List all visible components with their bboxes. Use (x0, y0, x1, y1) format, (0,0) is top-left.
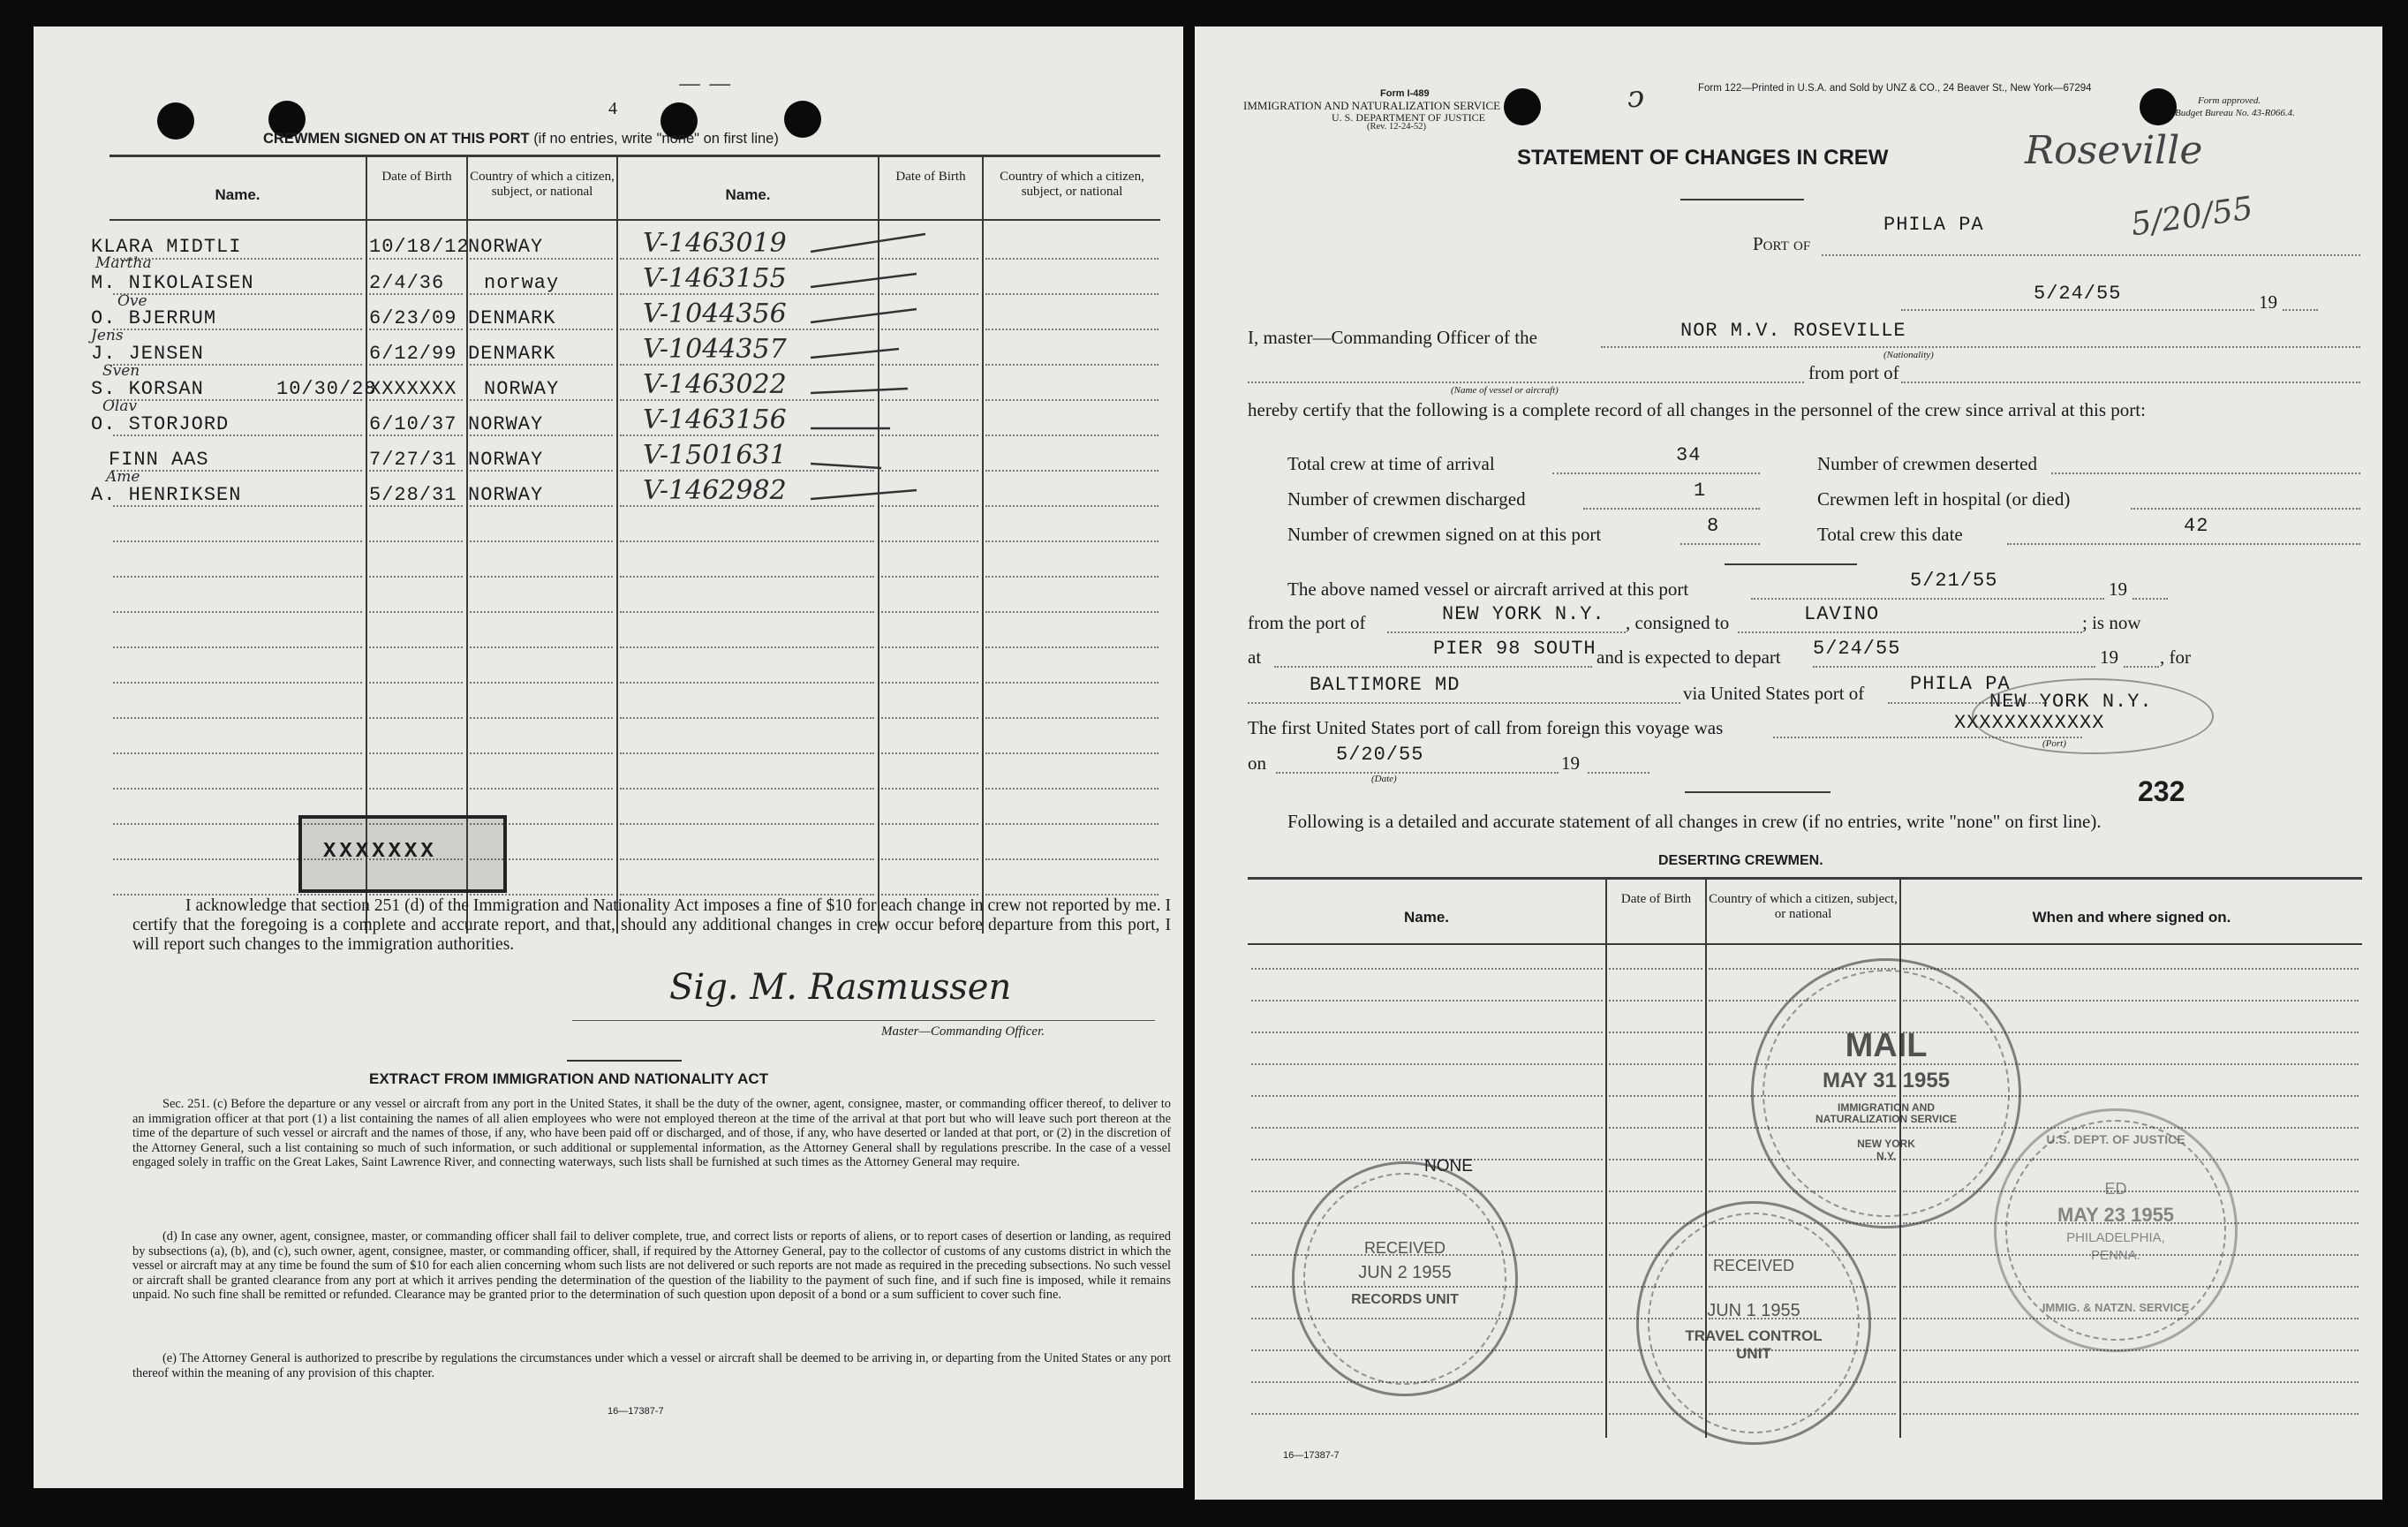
column-header-country-2: Country of which a citizen, subject, or national (1000, 170, 1144, 199)
row-rule (113, 752, 362, 754)
row-rule (620, 576, 874, 578)
row-rule (985, 611, 1159, 613)
crew-country: NORWAY (468, 236, 544, 258)
row-rule (620, 682, 874, 684)
handwritten-date: 5/20/55 (2128, 190, 2255, 244)
row-rule (620, 823, 874, 825)
agency-line: IMMIGRATION AND NATURALIZATION SERVICE (1243, 99, 1501, 112)
row-rule (881, 894, 978, 896)
row-rule (369, 717, 463, 719)
row-rule (470, 788, 613, 790)
row-rule (113, 646, 362, 648)
form-number: Form I-489 (1380, 88, 1430, 99)
row-rule (1609, 1063, 1702, 1065)
row-rule (113, 682, 362, 684)
row-rule (620, 646, 874, 648)
crew-name: O. STORJORD (91, 413, 230, 435)
row-rule (620, 788, 874, 790)
row-rule (985, 470, 1159, 472)
row-rule (985, 399, 1159, 401)
discharged-value: 1 (1694, 480, 1707, 502)
row-rule (1609, 1095, 1702, 1097)
left-page: — — 4 CREWMEN SIGNED ON AT THIS PORT (if no entries, write "none" on first line) Name. Date of Birth Country of which a citizen, subject, or national Name. Date of Birth Country of which a citizen, subject, or national KLARA MIDTLI 10/18/12 NORWAY M. NIKOLAISEN 2/4/36 norway O. BJERRUM 6/23/09 DENMARK J. JENSEN 6/12/99 DENMARK S. KORSAN 10/30/28 XXXXXXX NORWAY O. STORJORD 6/10/37 NORWAY FINN AAS 7/27/31 NORWAY A. HENRIKSEN 5/28/31 NORWAY V-1463019 V-1463155 V-1044356 V-1044357 V-1463022 V-1463156 V-1501631 V-1462982 Martha Ove Jens Sven Olav Ame XXXXXXX I acknowledge that section 251 (d) of the Immigration and Nationality Act imposes a fine of $10 for each change in crew not reported by me. I certify that the foregoing is a complete and accurate report, and that, should any additional changes in crew occur before departure from this port, I will report such changes to the immigration authorities. Sig. M. Rasmussen Master—Commanding Officer. EXTRACT FROM IMMIGRATION AND NATIONALITY ACT Sec. 251. (c) Before the departure or any vessel or aircraft from any port in the United States, it shall be the duty of the owner, agent, consignee, master, or commanding officer thereof, to deliver to an immigration officer at that port (1) a list containing the names of all alien employees who were not employed thereon at the time of the arrival at that port but who will leave such port thereon at the time of the departure of such vessel or aircraft and the names of those, if any, who have been paid off or discharged, and of those, if any, who have deserted or landed at that port, or (2) in the discretion of the Attorney General, such a list containing so much of such information, or such additional or supplemental information, as the Attorney General shall by regulations prescribe. In the case of a vessel engaged solely in traffic on the Great Lakes, Saint Lawrence River, and connecting waterways, such lists shall be furnished at such times as the Attorney General may require. (d) In case any owner, agent, consignee, master, or commanding officer shall fail to deliver complete, true, and correct lists or reports of aliens, or to report cases of desertion or landing, as required by subsections (a), (b), and (c), such owner, agent, consignee, master, or commanding officer, shall, if required by the Attorney General, pay to the collector of customs of any customs district in which the vessel or aircraft may at any time be found the sum of $10 for each alien concerning whom such lists are not delivered or such reports are not made as required in the preceding subsections. No such vessel or aircraft shall be granted clearance from any port at which it arrives pending the determination of the question of the liability to the payment of such fine, and if such fine is imposed, while it remains unpaid. No such fine shall be remitted or refunded. Clearance may be granted prior to the determination of such question upon deposit of a bond or a sum sufficient to cover such fine. (e) The Attorney General is authorized to prescribe by regulations the circumstances under which a vessel or aircraft shall be deemed to be arriving in, or departing from the United States or any port thereof within the meaning of any provision of this chapter. 16—17387-7 (34, 26, 1183, 1488)
visa-number: V-1463155 (643, 263, 787, 294)
row-rule (1251, 1032, 1603, 1033)
visa-bracket-strokes (793, 225, 934, 517)
column-header-name-2: Name. (725, 186, 771, 203)
punch-hole (2140, 88, 2177, 125)
row-rule (985, 894, 1159, 896)
punch-hole (784, 101, 821, 138)
row-rule (881, 540, 978, 542)
row-rule (369, 611, 463, 613)
following-text: Following is a detailed and accurate statement of all changes in crew (if no entries, write "none" on first line). (1287, 811, 2102, 832)
crew-country: NORWAY (468, 484, 544, 506)
depart-value: 5/24/55 (1813, 638, 1901, 660)
punch-hole (157, 102, 194, 140)
column-header-dob-2: Date of Birth (895, 170, 966, 184)
row-rule (1609, 968, 1702, 970)
row-rule (1251, 968, 1603, 970)
row-rule (470, 894, 613, 896)
table-header-rule (109, 219, 1160, 221)
for-value: BALTIMORE MD (1310, 674, 1461, 696)
row-rule (620, 540, 874, 542)
crew-country: NORWAY (468, 449, 544, 471)
acknowledgment-text: I acknowledge that section 251 (d) of the Immigration and Nationality Act imposes a fine of $10 for each change in crew not reported by me. I certify that the foregoing is a complete and accurate report, and that, should any additional changes in crew occur before departure from this port, I will report such changes to the immigration authorities. (132, 896, 1171, 954)
name-annotation: Olav (102, 397, 138, 415)
extract-title: EXTRACT FROM IMMIGRATION AND NATIONALITY ACT (369, 1070, 769, 1087)
row-rule (113, 894, 362, 896)
row-rule (881, 752, 978, 754)
row-rule (113, 540, 362, 542)
row-rule (470, 717, 613, 719)
form-footer: 16—17387-7 (1283, 1450, 1340, 1461)
row-rule (620, 611, 874, 613)
arrived-value: 5/21/55 (1910, 570, 1998, 592)
box-stamp: XXXXXXX (298, 815, 507, 893)
approval-line: Form approved. (2198, 95, 2261, 106)
row-rule (1609, 1127, 1702, 1129)
crew-dob: 6/10/37 (369, 413, 457, 435)
column-header-dob: Date of Birth (381, 170, 452, 184)
row-rule (985, 258, 1159, 260)
row-rule (881, 858, 978, 860)
name-annotation: Jens (91, 327, 124, 344)
row-rule (985, 505, 1159, 507)
visa-number: V-1463156 (643, 404, 787, 435)
row-rule (369, 682, 463, 684)
row-rule (985, 717, 1159, 719)
row-rule (881, 788, 978, 790)
row-rule (985, 576, 1159, 578)
row-rule (470, 611, 613, 613)
none-entry: NONE (1424, 1157, 1473, 1175)
crew-dob: 6/23/09 (369, 307, 457, 329)
crew-name: S. KORSAN (91, 378, 204, 400)
row-rule (113, 576, 362, 578)
name-annotation: Ove (117, 292, 147, 310)
row-rule (1903, 1413, 2359, 1415)
row-rule (881, 611, 978, 613)
master-label: I, master—Commanding Officer of the (1248, 327, 1537, 348)
row-rule (881, 646, 978, 648)
row-rule (1903, 968, 2359, 970)
struck-text: XXXXXXXXXXXX (1954, 712, 2105, 734)
row-rule (1251, 1063, 1603, 1065)
row-rule (113, 611, 362, 613)
row-rule (985, 823, 1159, 825)
approval-line: Budget Bureau No. 43-R066.4. (2175, 108, 2295, 118)
visa-number: V-1501631 (643, 440, 787, 471)
row-rule (985, 788, 1159, 790)
row-rule (620, 752, 874, 754)
crew-name: A. HENRIKSEN (91, 484, 242, 506)
table-top-rule (109, 155, 1160, 157)
row-rule (1251, 1127, 1603, 1129)
row-rule (985, 329, 1159, 330)
row-rule (470, 682, 613, 684)
travel-control-stamp: RECEIVED JUN 1 1955 TRAVEL CONTROL UNIT (1636, 1201, 1871, 1445)
row-rule (1609, 1032, 1702, 1033)
port-of-label: Port of (1753, 233, 1811, 254)
column-header-name: Name. (215, 186, 260, 203)
row-rule (881, 682, 978, 684)
handwritten-vessel: Roseville (2025, 128, 2203, 173)
row-rule (985, 682, 1159, 684)
crew-dob: 10/18/12 (369, 236, 470, 258)
printer-line: Form 122—Printed in U.S.A. and Sold by UNZ & CO., 24 Beaver St., New York—67294 (1698, 83, 2092, 94)
signed-on-value: 8 (1707, 515, 1720, 537)
row-rule (985, 540, 1159, 542)
column-header-when-where: When and where signed on. (2032, 909, 2231, 926)
form-title: STATEMENT OF CHANGES IN CREW (1517, 146, 1889, 170)
total-date-value: 42 (2184, 515, 2209, 537)
certify-text: hereby certify that the following is a complete record of all changes in the personnel of the crew since arrival at this port: (1248, 399, 2146, 420)
row-rule (470, 258, 613, 260)
crew-name: KLARA MIDTLI (91, 236, 242, 258)
records-unit-stamp: RECEIVED JUN 2 1955 RECORDS UNIT (1292, 1161, 1518, 1396)
master-signature: Sig. M. Rasmussen (669, 967, 1012, 1008)
deserting-title: DESERTING CREWMEN. (1658, 853, 1823, 868)
row-rule (369, 540, 463, 542)
crew-dob: 10/30/28 (276, 378, 377, 400)
crew-country: DENMARK (468, 307, 556, 329)
visa-number: V-1044356 (643, 299, 787, 329)
row-rule (369, 894, 463, 896)
row-rule (1903, 1381, 2359, 1383)
column-header-country: Country of which a citizen, subject, or national (1709, 892, 1898, 921)
on-value: 5/20/55 (1336, 744, 1424, 766)
crew-country: NORWAY (484, 378, 560, 400)
row-rule (470, 540, 613, 542)
crew-dob: 2/4/36 (369, 272, 445, 294)
consigned-value: LAVINO (1804, 603, 1880, 625)
name-annotation: Sven (102, 362, 140, 380)
row-rule (369, 258, 463, 260)
row-rule (113, 788, 362, 790)
legal-section-c: Sec. 251. (c) Before the departure or any vessel or aircraft from any port in the United States, it shall be the duty of the owner, agent, consignee, master, or commanding officer thereof, to deliver to an immigration officer at that port (1) a list containing the names of all alien employees who were not employed thereon at the time of the arrival at that port but who will leave such port thereon at the time of the departure of such vessel or aircraft and the names of those, if any, who have been paid off or discharged, and of those, if any, who have deserted or landed at that port, or (2) in the discretion of the Attorney General, such a list containing so much of such information, or such additional or supplemental information, as the Attorney General shall by regulations prescribe. In the case of a vessel engaged solely in traffic on the Great Lakes, Saint Lawrence River, and connecting waterways, such lists shall be furnished at such times as the Attorney General may require. (132, 1097, 1171, 1170)
at-value: PIER 98 SOUTH (1433, 638, 1597, 660)
row-rule (620, 894, 874, 896)
struck-text: XXXXXXX (369, 378, 457, 400)
name-annotation: Ame (106, 468, 140, 486)
row-rule (985, 435, 1159, 436)
crew-dob: 5/28/31 (369, 484, 457, 506)
punch-hole (1504, 88, 1541, 125)
row-rule (881, 717, 978, 719)
row-rule (985, 858, 1159, 860)
row-rule (369, 646, 463, 648)
visa-number: V-1463022 (643, 369, 787, 400)
port-of-value: PHILA PA (1883, 214, 1984, 236)
form-footer: 16—17387-7 (608, 1406, 664, 1417)
revision: (Rev. 12-24-52) (1367, 122, 1426, 132)
signature-caption: Master—Commanding Officer. (881, 1024, 1045, 1039)
justice-stamp: U.S. DEPT. OF JUSTICE ED MAY 23 1955 PHILADELPHIA, PENNA. IMMIG. & NATZN. SERVICE (1994, 1108, 2238, 1352)
via-value: PHILA PA (1910, 673, 2011, 695)
crew-name: M. NIKOLAISEN (91, 272, 254, 294)
page-stamp-number: 232 (2138, 775, 2185, 807)
mail-stamp: MAIL MAY 31 1955 IMMIGRATION AND NATURALIZATION SERVICE NEW YORK N.Y. (1751, 958, 2021, 1228)
row-rule (470, 646, 613, 648)
crew-country: NORWAY (468, 413, 544, 435)
from-port-value: NEW YORK N.Y. (1442, 603, 1605, 625)
column-header-name: Name. (1403, 909, 1450, 926)
page-number: 4 (608, 99, 617, 118)
row-rule (1609, 1000, 1702, 1002)
row-rule (369, 752, 463, 754)
name-annotation: Martha (95, 254, 152, 272)
column-header-country: Country of which a citizen, subject, or national (470, 170, 615, 199)
vessel-value: NOR M.V. ROSEVILLE (1680, 320, 1906, 342)
row-rule (985, 752, 1159, 754)
row-rule (1609, 1191, 1702, 1192)
visa-number: V-1463019 (643, 228, 787, 259)
crew-country: DENMARK (468, 343, 556, 365)
total-arrival-value: 34 (1676, 444, 1702, 466)
row-rule (881, 576, 978, 578)
row-rule (985, 293, 1159, 295)
report-date: 5/24/55 (2034, 283, 2122, 305)
left-title: CREWMEN SIGNED ON AT THIS PORT (if no entries, write "none" on first line) (263, 131, 779, 147)
row-rule (113, 717, 362, 719)
row-rule (1251, 1000, 1603, 1002)
row-rule (1251, 1095, 1603, 1097)
legal-section-e: (e) The Attorney General is authorized to prescribe by regulations the circumstances under which a vessel or aircraft shall be deemed to be arriving in, or departing from the United States or any port thereof within the meaning of any provision of this chapter. (132, 1351, 1171, 1380)
crew-name: FINN AAS (109, 449, 209, 471)
crew-name: J. JENSEN (91, 343, 204, 365)
row-rule (985, 364, 1159, 366)
crew-dob: 6/12/99 (369, 343, 457, 365)
row-rule (620, 858, 874, 860)
crew-country: norway (484, 272, 560, 294)
crew-name: O. BJERRUM (91, 307, 217, 329)
row-rule (369, 788, 463, 790)
row-rule (470, 576, 613, 578)
row-rule (620, 717, 874, 719)
row-rule (881, 823, 978, 825)
row-rule (470, 752, 613, 754)
legal-section-d: (d) In case any owner, agent, consignee, master, or commanding officer shall fail to deliver complete, true, and correct lists or reports of aliens, or to report cases of desertion or landing, as required by subsections (a), (b), and (c), such owner, agent, consignee, master, or commanding officer, shall, if required by the Attorney General, pay to the collector of customs of any customs district in which the vessel or aircraft may at any time be found the sum of $10 for each alien concerning whom such lists are not delivered or such reports are not made as required in the preceding subsections. No such vessel or aircraft shall be granted clearance from any port at which it arrives pending the determination of the question of the liability to the payment of such fine, and if such fine is imposed, while it remains unpaid. No such fine shall be remitted or refunded. Clearance may be granted prior to the determination of such question upon deposit of a bond or a sum sufficient to cover such fine. (132, 1229, 1171, 1303)
agency-line: U. S. DEPARTMENT OF JUSTICE (1332, 111, 1485, 124)
row-rule (369, 576, 463, 578)
first-port-value: NEW YORK N.Y. (1989, 691, 2153, 713)
row-rule (985, 646, 1159, 648)
visa-number: V-1044357 (643, 334, 787, 365)
visa-number: V-1462982 (643, 475, 787, 506)
row-rule (1609, 1159, 1702, 1160)
column-header-dob: Date of Birth (1620, 892, 1692, 906)
row-rule (1251, 1413, 1603, 1415)
right-page: ↄ Form I-489 IMMIGRATION AND NATURALIZATION SERVICE U. S. DEPARTMENT OF JUSTICE (Rev. 12-24-52) Form 122—Printed in U.S.A. and Sold by UNZ & CO., 24 Beaver St., New York—67294 Form approved. Budget Bureau No. 43-R066.4. STATEMENT OF CHANGES IN CREW Roseville 5/20/55 Port of PHILA PA 5/24/55 19 I, master—Commanding Officer of the NOR M.V. ROSEVILLE (Nationality) from port of (Name of vessel or aircraft) hereby certify that the following is a complete record of all changes in the personnel of the crew since arrival at this port: Total crew at time of arrival 34 Number of crewmen deserted Number of crewmen discharged 1 Crewmen left in hospital (or died) Number of crewmen signed on at this port 8 Total crew this date 42 The above named vessel or aircraft arrived at this port 5/21/55 19 from the port of NEW YORK N.Y. , consigned to LAVINO ; is now at PIER 98 SOUTH and is expected to depart 5/24/55 19 , for BALTIMORE MD via United States port of PHILA PA The first United States port of call from foreign this voyage was NEW YORK N.Y. XXXXXXXXXXXX (Port) on 5/20/55 19 (Date) 232 Following is a detailed and accurate statement of all changes in crew (if no entries, write "none" on first line). DESERTING CREWMEN. Name. Date of Birth Country of which a citizen, subject, or national When and where signed on. NONE MAIL MAY 31 1955 IMMIGRATION AND NATURALIZATION SERVICE NEW YORK N.Y. RECEIVED JUN 2 1955 RECORDS UNIT RECEIVED JUN 1 1955 TRAVEL CONTROL UNIT U.S. DEPT. OF JUSTICE ED MAY 23 1955 PHILADELPHIA, PENNA. IMMIG. & NATZN. SERVICE 16—17387-7 (1195, 26, 2382, 1500)
crew-dob: 7/27/31 (369, 449, 457, 471)
oval-mark (1972, 678, 2214, 754)
